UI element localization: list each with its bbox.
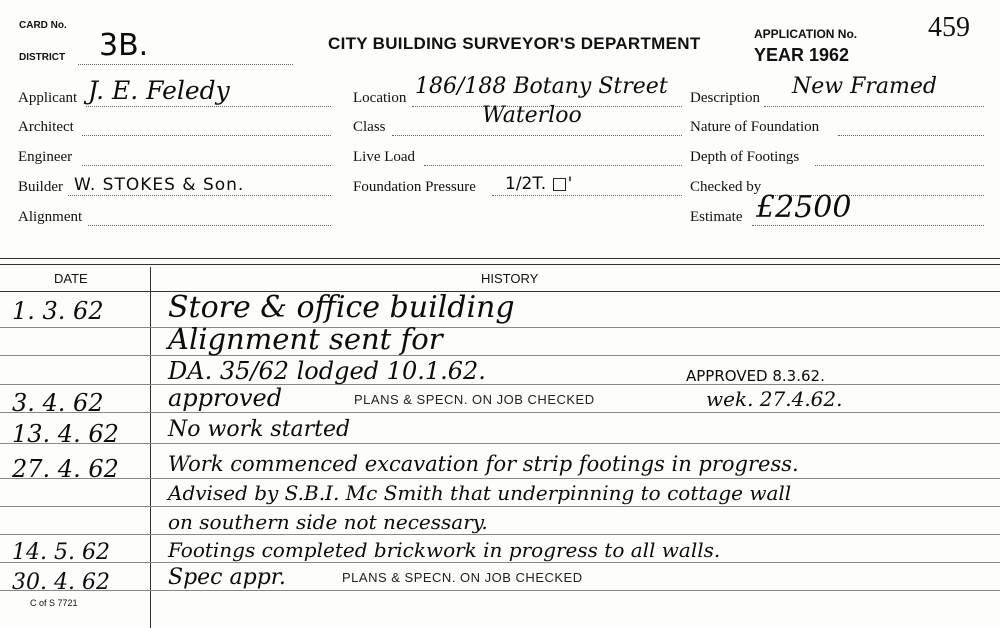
estimate-label: Estimate — [690, 209, 743, 225]
district-value: 3B. — [99, 28, 149, 63]
history-note: wek. 27.4.62. — [706, 387, 843, 411]
foundation-pressure-line — [492, 195, 682, 196]
alignment-label: Alignment — [18, 209, 83, 225]
engineer-line — [82, 165, 331, 166]
year-label: YEAR 1962 — [754, 45, 850, 65]
depth-of-footings-label: Depth of Footings — [690, 149, 800, 165]
nature-of-foundation-label: Nature of Foundation — [690, 119, 820, 135]
description-line — [764, 106, 984, 107]
district-line — [78, 64, 293, 65]
history-note: APPROVED 8.3.62. — [686, 367, 825, 385]
history-rule — [0, 590, 1000, 591]
history-entry: Footings completed brickwork in progress to all walls. — [168, 538, 721, 562]
history-rule — [0, 443, 1000, 444]
depth-line — [815, 165, 984, 166]
history-date: 30. 4. 62 — [12, 570, 110, 595]
history-rule — [0, 412, 1000, 413]
history-entry: DA. 35/62 lodged 10.1.62. — [168, 357, 486, 385]
estimate-line — [752, 225, 984, 226]
history-date: 27. 4. 62 — [12, 455, 119, 483]
history-date: 1. 3. 62 — [12, 297, 104, 325]
application-number: 459 — [928, 12, 970, 43]
history-header: HISTORY — [481, 271, 539, 286]
location-label: Location — [353, 90, 407, 106]
engineer-label: Engineer — [18, 149, 73, 165]
date-column-divider — [150, 267, 151, 628]
history-entry: Store & office building — [168, 290, 515, 325]
location-value: 186/188 Botany Street — [415, 74, 668, 99]
class-label: Class — [353, 119, 386, 135]
applicant-line — [86, 106, 331, 107]
department-title: CITY BUILDING SURVEYOR'S DEPARTMENT — [328, 34, 701, 53]
history-entry: approved — [168, 384, 283, 412]
foundation-pressure-value: 1/2T. □' — [505, 174, 573, 194]
location-value-2: Waterloo — [482, 103, 582, 128]
approval-stamp: PLANS & SPECN. ON JOB CHECKED — [342, 570, 583, 585]
history-rule — [0, 355, 1000, 356]
application-label: APPLICATION No. — [754, 27, 858, 41]
district-label: DISTRICT — [19, 52, 66, 63]
history-rule — [0, 384, 1000, 385]
section-divider-top — [0, 258, 1000, 259]
live-load-label: Live Load — [353, 149, 416, 165]
history-date: 13. 4. 62 — [12, 420, 119, 448]
card-no-label: CARD No. — [19, 20, 67, 31]
applicant-value: J. E. Feledy — [88, 76, 230, 105]
history-rule — [0, 506, 1000, 507]
history-entry: Work commenced excavation for strip footings in progress. — [168, 452, 799, 476]
estimate-value: £2500 — [756, 190, 852, 225]
history-rule — [0, 534, 1000, 535]
history-date: 3. 4. 62 — [12, 389, 104, 417]
checked-by-label: Checked by — [690, 179, 762, 195]
history-rule — [0, 478, 1000, 479]
form-code: C of S 7721 — [30, 598, 78, 608]
history-rule — [0, 327, 1000, 328]
class-line — [392, 135, 682, 136]
architect-line — [82, 135, 331, 136]
approval-stamp: PLANS & SPECN. ON JOB CHECKED — [354, 392, 595, 407]
history-date: 14. 5. 62 — [12, 540, 110, 565]
history-entry: on southern side not necessary. — [168, 510, 488, 534]
history-entry: Alignment sent for — [168, 322, 443, 356]
alignment-line — [88, 225, 331, 226]
description-label: Description — [690, 90, 760, 106]
builder-line — [68, 195, 331, 196]
history-entry: No work started — [168, 417, 351, 442]
foundation-pressure-label: Foundation Pressure — [353, 179, 476, 195]
description-value: New Framed — [792, 74, 937, 99]
applicant-label: Applicant — [18, 90, 78, 106]
live-load-line — [424, 165, 682, 166]
history-entry: Spec appr. — [168, 565, 286, 590]
builder-value: W. STOKES & Son. — [74, 175, 245, 195]
architect-label: Architect — [18, 119, 74, 135]
date-header: DATE — [54, 271, 88, 286]
builder-label: Builder — [18, 179, 63, 195]
nature-line — [838, 135, 984, 136]
section-divider-bottom — [0, 264, 1000, 265]
history-rule — [0, 562, 1000, 563]
history-entry: Advised by S.B.I. Mc Smith that underpinning to cottage wall — [168, 481, 792, 505]
